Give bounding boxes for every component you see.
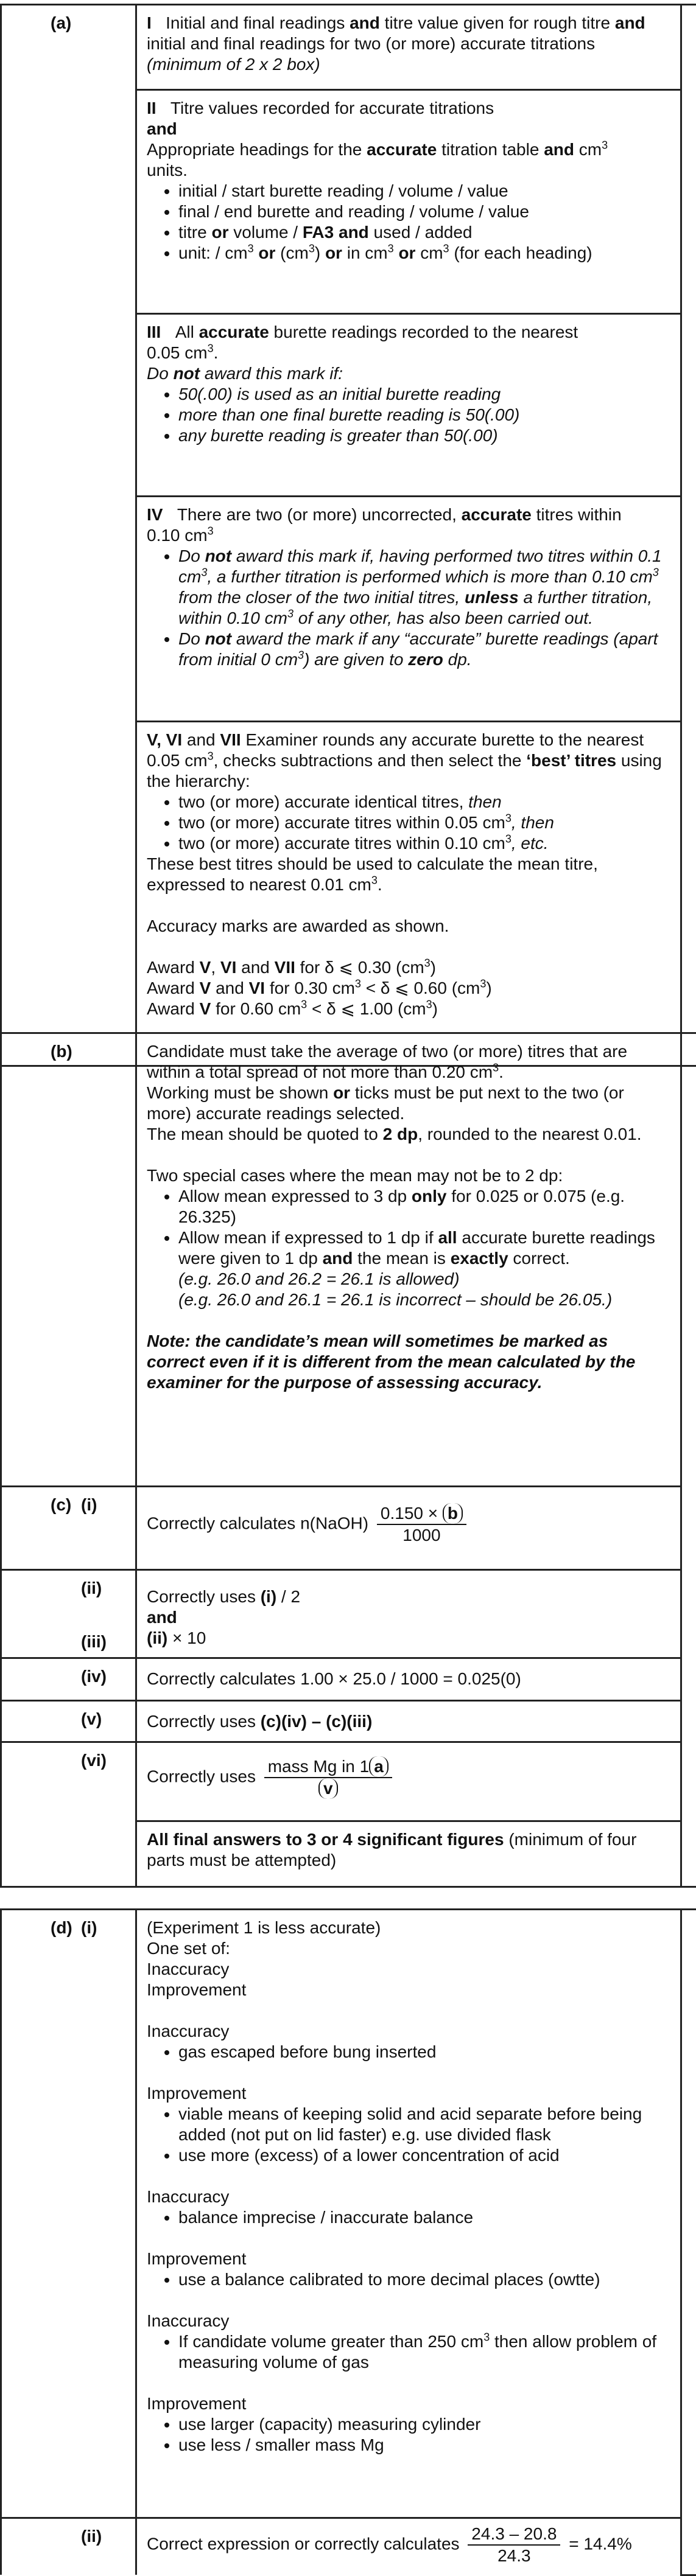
criterion-V-VI-VII: V, VI and VII Examiner rounds any accurate burette to the nearest 0.05 $cm^3$, checks subtractions and then select the ‘best’ titres using the hierarchy: • two (or more) accurate identical titres, then • two (or more) accurate titres within 0.05 $cm^3$, then • two (or more) accurate titres within 0.10 $cm^3$, etc. These best titres should be used to calculate the mean titre, expressed to nearest 0.01 $cm^3$. Accuracy marks are awarded as shown. Award V, VI and VII for δ ⩽ 0.30 $(cm^3)$ Award V and VI for 0.30 $cm^3 < \delta$ ⩽ 0.60 $(cm^3)$ Award V for 0.60 $cm^3 < \delta$ ⩽ 1.00 $(cm^3)$ [136, 722, 681, 1066]
margin-cell [681, 5, 696, 1066]
part-c-iv-label-cell: (iv) [1, 1658, 136, 1701]
list-item: • two (or more) accurate titres within 0.05 $cm^3$, then [178, 812, 670, 833]
heading-list [147, 181, 670, 264]
list-item: • Do not award this mark if, having performed two titres within 0.1 $cm^3$, a further titration is performed which is more than 0.10 $cm^3$ from the closer of the two initial titres, unless a further titration, within 0.10 $cm^3$ of any other, has also been carried out. [178, 546, 670, 629]
list-item: • Allow mean expressed to 3 dp only for 0.025 or 0.075 (e.g. 26.325) [178, 1186, 670, 1227]
fraction-mg: $\frac{\text{mass Mg in 1 a}}{v}$ [264, 1756, 392, 1799]
list-item: • If candidate volume greater than 250 $cm^3$ then allow problem of measuring volume of gas [178, 2331, 670, 2373]
list-item: • use more (excess) of a lower concentration of acid [178, 2145, 670, 2166]
part-c-vi-label-cell: (vi) [1, 1742, 136, 1887]
list-item: • two (or more) accurate titres within 0.10 $cm^3$, etc. [178, 833, 670, 854]
part-b-label-cell [1, 1033, 136, 1487]
award-line-2: Award V and VI for 0.30 $cm^3 < \delta$ ⩽ 0.60 $(cm^3)$ [147, 978, 670, 999]
part-c-vi-content: Correctly uses $\frac{\text{mass Mg in 1 a}}{v}$ [136, 1742, 681, 1821]
list-item: • initial / start burette reading / volume / value [178, 181, 670, 201]
list-item: • use less / smaller mass Mg [178, 2435, 670, 2456]
list-item: • use larger (capacity) measuring cylinder [178, 2414, 670, 2435]
fraction-naoh: $\frac{0.150 \times b}{1000}$ [377, 1503, 466, 1546]
part-d-ii-label-cell: (ii) [1, 2518, 136, 2575]
part-a-label: (a) [51, 13, 71, 33]
part-c-final-note: All final answers to 3 or 4 significant figures (minimum of four parts must be attempted) [136, 1821, 681, 1887]
list-item: • use a balance calibrated to more decimal places (owtte) [178, 2269, 670, 2290]
part-c-v-content: Correctly uses (c)(iv) – (c)(iii) [136, 1701, 681, 1742]
list-item: • two (or more) accurate identical titres, then [178, 792, 670, 812]
list-item: • unit: / $cm^3$ or $(cm^3)$ or in $cm^3$ or $cm^3$ (for each heading) [178, 243, 670, 264]
list-item: • more than one final burette reading is 50(.00) [178, 405, 670, 425]
part-d-ii-content: Correct expression or correctly calculates $\frac{24.3 - 20.8}{24.3}$ = 14.4% [136, 2518, 681, 2575]
part-c-i-label-cell: (c) (i) [1, 1487, 136, 1570]
table-part-b-c [0, 1032, 696, 1888]
part-b-content: Candidate must take the average of two (or more) titres that are within a total spread of not more than 0.20 $cm^3$. Working must be shown or ticks must be put next to the two (or more) accurate readings selected. The mean should be quoted to 2 dp, rounded to the nearest 0.01. Two special cases where the mean may not be to 2 dp: • Allow mean expressed to 3 dp only for 0.025 or 0.075 (e.g. 26.325) • Allow mean if expressed to 1 dp if all accurate burette readings were given to 1 dp and the mean is exactly correct. (e.g. 26.0 and 26.2 = 26.1 is allowed) (e.g. 26.0 and 26.1 = 26.1 is incorrect – should be 26.05.) Note: the candidate’s mean will sometimes be marked as correct even if it is different from the mean calculated by the examiner for the purpose of assessing accuracy. [136, 1033, 681, 1487]
part-b-label: (b) [51, 1041, 72, 1062]
award-line-1: Award V, VI and VII for δ ⩽ 0.30 $(cm^3)$ [147, 957, 670, 978]
table-part-a [0, 4, 696, 1067]
part-c-v-label-cell: (v) [1, 1701, 136, 1742]
criterion-I: I Initial and final readings and titre value given for rough titre and initial and final readings for two (or more) accurate titrations (minimum of 2 x 2 box) [136, 5, 681, 90]
roman-I: I [147, 13, 152, 32]
list-item: • Allow mean if expressed to 1 dp if all accurate burette readings were given to 1 dp and the mean is exactly correct. (e.g. 26.0 and 26.2 = 26.1 is allowed) (e.g. 26.0 and 26.1 = 26.1 is incorrect – should be 26.05.) [178, 1227, 670, 1310]
criterion-IV: IV There are two (or more) uncorrected, accurate titres within 0.10 $cm^3$ • Do not award this mark if, having performed two titres within 0.1 $cm^3$, a further titration is performed which is more than 0.10 $cm^3$ from the closer of the two initial titres, unless a further titration, within 0.10 $cm^3$ of any other, has also been carried out. • Do not award the mark if any “accurate” burette readings (apart from initial 0 $cm^3$) are given to zero dp. [136, 497, 681, 722]
table-part-d [0, 1908, 696, 2576]
fraction-percentage: $\frac{24.3 - 20.8}{24.3}$ [468, 2524, 560, 2566]
margin-cell [681, 1033, 696, 1887]
list-item: • titre or volume / FA3 and used / added [178, 222, 670, 243]
award-line-3: Award V for 0.60 $cm^3 < \delta$ ⩽ 1.00 $(cm^3)$ [147, 999, 670, 1019]
list-item: • Do not award the mark if any “accurate” burette readings (apart from initial 0 $cm^3$) are given to zero dp. [178, 629, 670, 670]
criterion-II: II Titre values recorded for accurate titrations and Appropriate headings for the accurate titration table and $cm^3$ units. • initial / start burette reading / volume / value • final / end burette and reading / volume / value • titre or volume / FA3 and used / added • unit: / $cm^3$ or $(cm^3)$ or in $cm^3$ or $cm^3$ (for each heading) [136, 90, 681, 314]
margin-cell [681, 1910, 696, 2575]
list-item: • 50(.00) is used as an initial burette reading [178, 384, 670, 405]
part-a-label-cell [1, 5, 136, 1066]
part-c-ii-iii-content: Correctly uses (i) / 2 and (ii) × 10 [136, 1570, 681, 1658]
list-item: • gas escaped before bung inserted [178, 2042, 670, 2062]
part-c-ii-iii-label-cell: (ii) (iii) [1, 1570, 136, 1658]
list-item: • any burette reading is greater than 50(.00) [178, 425, 670, 446]
part-d-i-label-cell: (d) (i) [1, 1910, 136, 2518]
list-item: • balance imprecise / inaccurate balance [178, 2207, 670, 2228]
list-item: • viable means of keeping solid and acid separate before being added (not put on lid faster) e.g. use divided flask [178, 2104, 670, 2145]
list-item: • final / end burette and reading / volume / value [178, 201, 670, 222]
part-c-i-content: Correctly calculates n(NaOH) $\frac{0.150 \times b}{1000}$ [136, 1487, 681, 1570]
part-d-i-content: (Experiment 1 is less accurate) One set of: Inaccuracy Improvement Inaccuracy • gas escaped before bung inserted Improvement • viable means of keeping solid and acid separate before being added (not put on lid faster) e.g. use divided flask • use more (excess) of a lower concentration of acid Inaccuracy • balance imprecise / inaccurate balance Improvement • use a balance calibrated to more decimal places (owtte) Inaccuracy • If candidate volume greater than 250 $cm^3$ then allow problem of measuring volume of gas Improvement • use larger (capacity) measuring cylinder • use less / smaller mass Mg [136, 1910, 681, 2518]
criterion-III: III All accurate burette readings recorded to the nearest 0.05 $cm^3$. Do not award this mark if: • 50(.00) is used as an initial burette reading • more than one final burette reading is 50(.00) • any burette reading is greater than 50(.00) [136, 314, 681, 497]
part-c-iv-content: Correctly calculates 1.00 × 25.0 / 1000 = 0.025(0) [136, 1658, 681, 1701]
